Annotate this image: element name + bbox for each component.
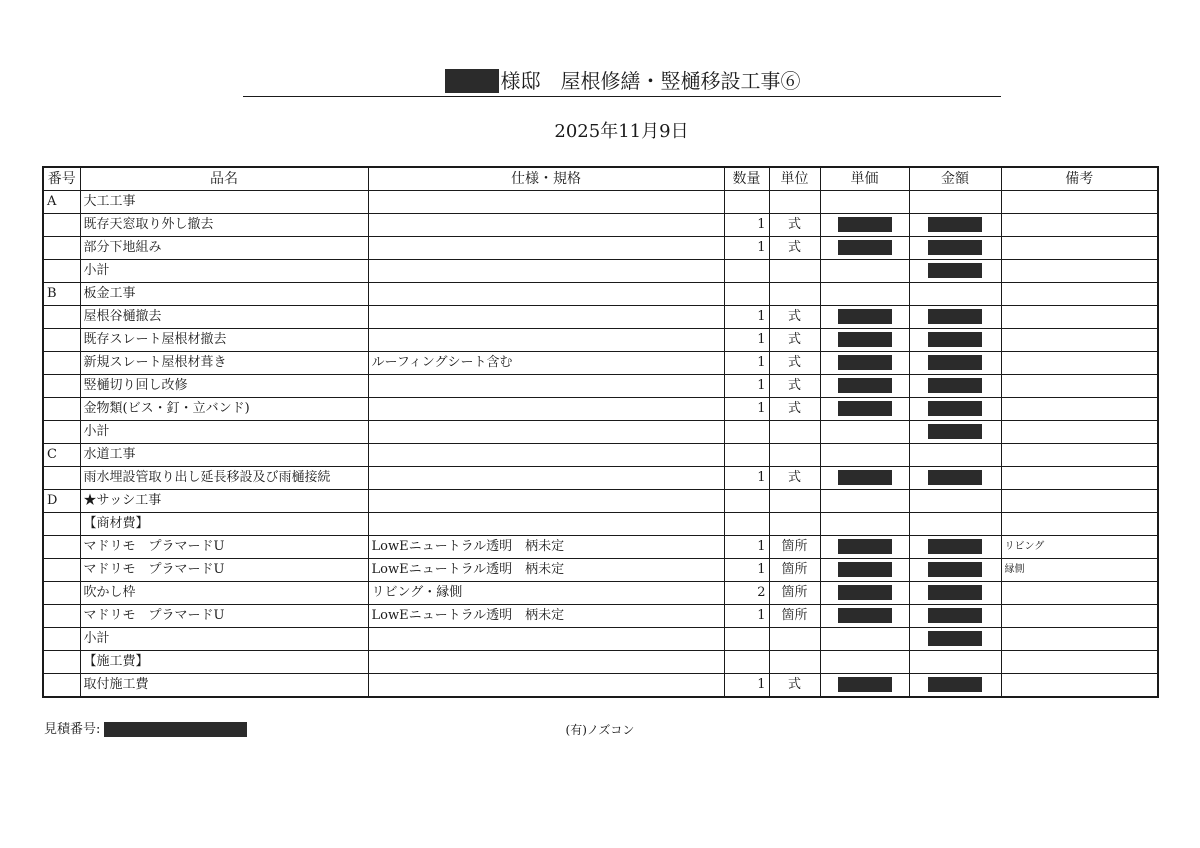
redacted-unit-price: [838, 608, 892, 623]
cell-item-name: 既存スレート屋根材撤去: [80, 329, 368, 352]
cell-unit-price: [820, 536, 909, 559]
redacted-unit-price: [838, 539, 892, 554]
cell-amount: [909, 306, 1001, 329]
cell-number: [43, 467, 80, 490]
cell-item-name: 部分下地組み: [80, 237, 368, 260]
cell-remarks: [1001, 398, 1158, 421]
cell-number: [43, 375, 80, 398]
cell-unit: 式: [769, 214, 820, 237]
cell-quantity: [724, 260, 769, 283]
cell-unit: 箇所: [769, 582, 820, 605]
table-row: [43, 260, 1158, 283]
cell-amount: [909, 191, 1001, 214]
cell-quantity: 1: [724, 536, 769, 559]
cell-number: [43, 329, 80, 352]
cell-amount: [909, 398, 1001, 421]
cell-amount: [909, 674, 1001, 698]
cell-unit-price: [820, 628, 909, 651]
cell-spec: [368, 260, 724, 283]
redacted-amount: [928, 424, 982, 439]
redacted-amount: [928, 677, 982, 692]
table-row: [43, 674, 1158, 698]
redacted-unit-price: [838, 332, 892, 347]
redacted-amount: [928, 608, 982, 623]
cell-unit: [769, 191, 820, 214]
cell-spec: [368, 329, 724, 352]
redacted-unit-price: [838, 401, 892, 416]
table-row: [43, 559, 1158, 582]
cell-amount: [909, 628, 1001, 651]
cell-number: [43, 260, 80, 283]
table-header-row: [43, 167, 1158, 191]
cell-number: [43, 559, 80, 582]
redacted-amount: [928, 631, 982, 646]
cell-unit: 式: [769, 467, 820, 490]
cell-unit: 式: [769, 674, 820, 698]
estimate-table: [42, 166, 1159, 698]
cell-quantity: 1: [724, 467, 769, 490]
cell-spec: [368, 214, 724, 237]
cell-number: C: [43, 444, 80, 467]
estimate-number-label: 見積番号:: [44, 722, 101, 737]
cell-item-name: 屋根谷樋撤去: [80, 306, 368, 329]
cell-amount: [909, 214, 1001, 237]
cell-unit: 式: [769, 398, 820, 421]
cell-number: [43, 352, 80, 375]
redacted-client-name: [445, 69, 499, 93]
cell-unit-price: [820, 674, 909, 698]
redacted-estimate-number: [104, 722, 247, 737]
cell-remarks: [1001, 513, 1158, 536]
cell-remarks: [1001, 237, 1158, 260]
cell-item-name: 【商材費】: [80, 513, 368, 536]
cell-amount: [909, 260, 1001, 283]
cell-remarks: [1001, 582, 1158, 605]
cell-quantity: 1: [724, 559, 769, 582]
cell-quantity: [724, 513, 769, 536]
cell-amount: [909, 536, 1001, 559]
cell-item-name: 板金工事: [80, 283, 368, 306]
cell-remarks: [1001, 444, 1158, 467]
cell-unit-price: [820, 490, 909, 513]
redacted-amount: [928, 309, 982, 324]
cell-amount: [909, 375, 1001, 398]
cell-remarks: [1001, 306, 1158, 329]
redacted-amount: [928, 585, 982, 600]
cell-unit-price: [820, 651, 909, 674]
redacted-amount: [928, 539, 982, 554]
cell-unit-price: [820, 283, 909, 306]
header-spec: 仕様・規格: [368, 167, 724, 191]
cell-number: A: [43, 191, 80, 214]
cell-unit-price: [820, 352, 909, 375]
cell-quantity: 1: [724, 398, 769, 421]
title-underline: [243, 96, 1001, 97]
cell-amount: [909, 582, 1001, 605]
cell-number: [43, 628, 80, 651]
cell-spec: [368, 444, 724, 467]
cell-amount: [909, 421, 1001, 444]
document-title-text: 様邸 屋根修繕・竪樋移設工事⑥: [500, 69, 801, 93]
redacted-amount: [928, 263, 982, 278]
table-row: [43, 375, 1158, 398]
cell-number: [43, 582, 80, 605]
cell-spec: リビング・縁側: [368, 582, 724, 605]
cell-unit-price: [820, 421, 909, 444]
header-number: 番号: [43, 167, 80, 191]
cell-spec: LowEニュートラル透明 柄未定: [368, 559, 724, 582]
cell-spec: [368, 191, 724, 214]
cell-amount: [909, 490, 1001, 513]
cell-quantity: 1: [724, 306, 769, 329]
cell-unit: [769, 421, 820, 444]
cell-remarks: [1001, 605, 1158, 628]
cell-remarks: [1001, 214, 1158, 237]
cell-quantity: [724, 421, 769, 444]
table-row: [43, 237, 1158, 260]
cell-amount: [909, 237, 1001, 260]
redacted-unit-price: [838, 217, 892, 232]
cell-number: [43, 605, 80, 628]
redacted-unit-price: [838, 585, 892, 600]
table-row: [43, 421, 1158, 444]
cell-unit: [769, 651, 820, 674]
cell-number: B: [43, 283, 80, 306]
cell-spec: [368, 283, 724, 306]
cell-spec: [368, 490, 724, 513]
cell-number: [43, 398, 80, 421]
cell-unit-price: [820, 467, 909, 490]
cell-unit: 式: [769, 375, 820, 398]
table-row: [43, 513, 1158, 536]
cell-item-name: 【施工費】: [80, 651, 368, 674]
redacted-amount: [928, 240, 982, 255]
cell-number: D: [43, 490, 80, 513]
cell-spec: ルーフィングシート含む: [368, 352, 724, 375]
cell-quantity: 1: [724, 329, 769, 352]
cell-quantity: [724, 490, 769, 513]
header-unit-price: 単価: [820, 167, 909, 191]
cell-item-name: 取付施工費: [80, 674, 368, 698]
redacted-amount: [928, 562, 982, 577]
cell-item-name: 吹かし枠: [80, 582, 368, 605]
cell-unit-price: [820, 191, 909, 214]
cell-unit: 式: [769, 306, 820, 329]
redacted-unit-price: [838, 378, 892, 393]
cell-number: [43, 306, 80, 329]
cell-unit: 箇所: [769, 605, 820, 628]
cell-amount: [909, 559, 1001, 582]
cell-spec: LowEニュートラル透明 柄未定: [368, 605, 724, 628]
redacted-unit-price: [838, 470, 892, 485]
cell-quantity: 1: [724, 352, 769, 375]
table-row: [43, 605, 1158, 628]
table-row: [43, 306, 1158, 329]
cell-amount: [909, 513, 1001, 536]
cell-amount: [909, 283, 1001, 306]
header-quantity: 数量: [724, 167, 769, 191]
cell-unit: 式: [769, 329, 820, 352]
table-body: [43, 191, 1158, 698]
cell-item-name: 金物類(ビス・釘・立バンド): [80, 398, 368, 421]
cell-unit-price: [820, 214, 909, 237]
table-row: [43, 651, 1158, 674]
table-row: [43, 467, 1158, 490]
cell-remarks: [1001, 628, 1158, 651]
cell-amount: [909, 352, 1001, 375]
cell-item-name: 既存天窓取り外し撤去: [80, 214, 368, 237]
cell-amount: [909, 444, 1001, 467]
table-row: [43, 283, 1158, 306]
cell-item-name: 竪樋切り回し改修: [80, 375, 368, 398]
cell-spec: LowEニュートラル透明 柄未定: [368, 536, 724, 559]
cell-quantity: 1: [724, 375, 769, 398]
cell-number: [43, 237, 80, 260]
cell-remarks: [1001, 283, 1158, 306]
cell-unit: 箇所: [769, 559, 820, 582]
cell-unit-price: [820, 306, 909, 329]
cell-number: [43, 674, 80, 698]
cell-unit-price: [820, 559, 909, 582]
cell-unit-price: [820, 513, 909, 536]
cell-item-name: マドリモ プラマードU: [80, 605, 368, 628]
cell-unit: [769, 490, 820, 513]
cell-item-name: 小計: [80, 628, 368, 651]
cell-spec: [368, 398, 724, 421]
cell-unit-price: [820, 237, 909, 260]
cell-item-name: 小計: [80, 421, 368, 444]
cell-unit: [769, 283, 820, 306]
redacted-amount: [928, 470, 982, 485]
cell-quantity: 1: [724, 237, 769, 260]
cell-quantity: [724, 651, 769, 674]
cell-number: [43, 513, 80, 536]
cell-amount: [909, 467, 1001, 490]
cell-quantity: 1: [724, 674, 769, 698]
redacted-unit-price: [838, 355, 892, 370]
cell-item-name: 新規スレート屋根材葺き: [80, 352, 368, 375]
redacted-amount: [928, 378, 982, 393]
redacted-unit-price: [838, 677, 892, 692]
cell-item-name: マドリモ プラマードU: [80, 536, 368, 559]
cell-spec: [368, 237, 724, 260]
table-row: [43, 214, 1158, 237]
header-unit: 単位: [769, 167, 820, 191]
cell-item-name: 小計: [80, 260, 368, 283]
cell-unit: 式: [769, 237, 820, 260]
cell-spec: [368, 513, 724, 536]
cell-remarks: [1001, 260, 1158, 283]
cell-quantity: [724, 444, 769, 467]
cell-number: [43, 651, 80, 674]
cell-unit-price: [820, 605, 909, 628]
cell-unit: 式: [769, 352, 820, 375]
cell-remarks: [1001, 467, 1158, 490]
cell-unit: [769, 444, 820, 467]
company-name: (有)ノズコン: [565, 723, 635, 737]
cell-spec: [368, 467, 724, 490]
cell-number: [43, 536, 80, 559]
cell-item-name: 水道工事: [80, 444, 368, 467]
cell-spec: [368, 306, 724, 329]
cell-number: [43, 421, 80, 444]
redacted-amount: [928, 355, 982, 370]
cell-unit: [769, 260, 820, 283]
redacted-unit-price: [838, 562, 892, 577]
table-row: [43, 352, 1158, 375]
cell-spec: [368, 651, 724, 674]
cell-unit-price: [820, 260, 909, 283]
cell-remarks: [1001, 490, 1158, 513]
cell-unit-price: [820, 582, 909, 605]
redacted-amount: [928, 217, 982, 232]
cell-unit-price: [820, 398, 909, 421]
header-remarks: 備考: [1001, 167, 1158, 191]
table-row: [43, 536, 1158, 559]
table-row: [43, 329, 1158, 352]
cell-item-name: マドリモ プラマードU: [80, 559, 368, 582]
table-row: [43, 191, 1158, 214]
table-row: [43, 582, 1158, 605]
redacted-amount: [928, 401, 982, 416]
document-title: [244, 66, 1001, 96]
cell-spec: [368, 628, 724, 651]
cell-item-name: 大工工事: [80, 191, 368, 214]
cell-remarks: [1001, 375, 1158, 398]
cell-unit-price: [820, 329, 909, 352]
cell-remarks: リビング: [1001, 536, 1158, 559]
cell-item-name: 雨水埋設管取り出し延長移設及び雨樋接続: [80, 467, 368, 490]
table-row: [43, 444, 1158, 467]
cell-remarks: [1001, 421, 1158, 444]
header-item-name: 品名: [80, 167, 368, 191]
table-row: [43, 398, 1158, 421]
redacted-unit-price: [838, 309, 892, 324]
table-row: [43, 628, 1158, 651]
header-amount: 金額: [909, 167, 1001, 191]
cell-remarks: 縁側: [1001, 559, 1158, 582]
cell-quantity: [724, 283, 769, 306]
cell-unit: 箇所: [769, 536, 820, 559]
cell-remarks: [1001, 191, 1158, 214]
cell-remarks: [1001, 651, 1158, 674]
cell-unit-price: [820, 444, 909, 467]
cell-amount: [909, 329, 1001, 352]
table-row: [43, 490, 1158, 513]
cell-quantity: 2: [724, 582, 769, 605]
cell-amount: [909, 605, 1001, 628]
cell-quantity: 1: [724, 214, 769, 237]
cell-item-name: ★サッシ工事: [80, 490, 368, 513]
cell-quantity: [724, 628, 769, 651]
cell-unit-price: [820, 375, 909, 398]
cell-spec: [368, 375, 724, 398]
redacted-unit-price: [838, 240, 892, 255]
redacted-amount: [928, 332, 982, 347]
cell-quantity: [724, 191, 769, 214]
cell-unit: [769, 628, 820, 651]
cell-amount: [909, 651, 1001, 674]
cell-unit: [769, 513, 820, 536]
cell-remarks: [1001, 674, 1158, 698]
cell-remarks: [1001, 352, 1158, 375]
cell-spec: [368, 674, 724, 698]
cell-spec: [368, 421, 724, 444]
cell-remarks: [1001, 329, 1158, 352]
document-date: 2025年11月9日: [554, 121, 689, 142]
estimate-number: [44, 719, 247, 741]
cell-number: [43, 214, 80, 237]
cell-quantity: 1: [724, 605, 769, 628]
